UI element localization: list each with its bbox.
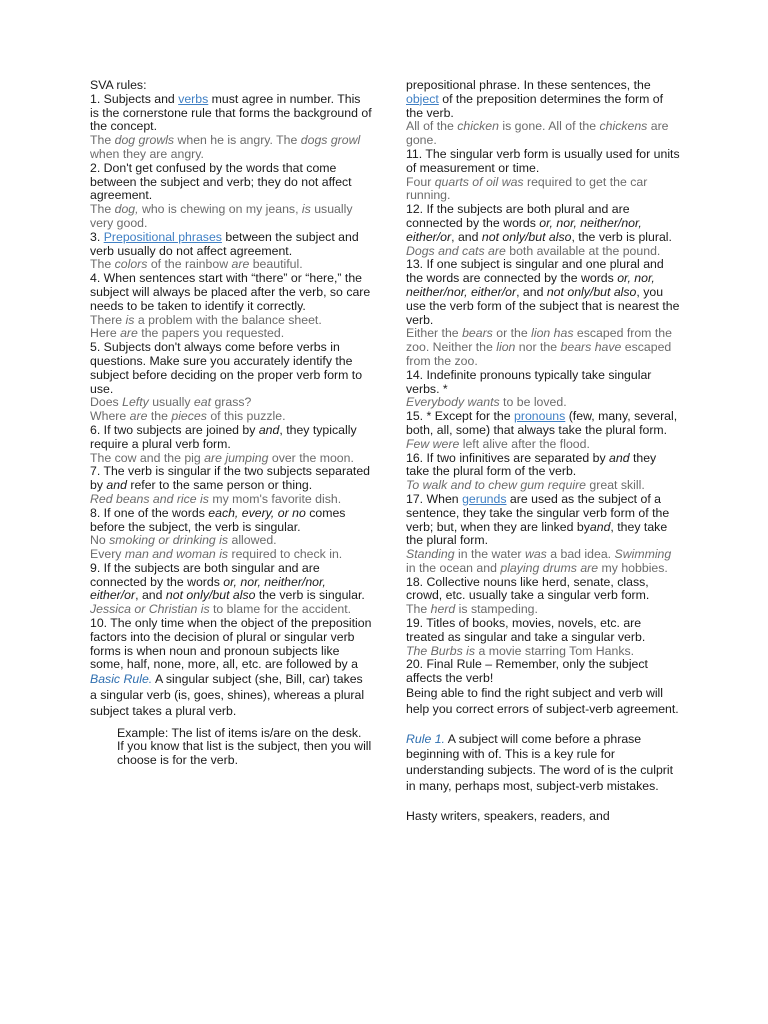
right-paragraph [406, 686, 680, 718]
emphasis-text: chickens [599, 119, 648, 134]
text-run: required to get the car running. [406, 174, 648, 203]
text-run: 19. Titles of books, movies, novels, etc. are treated as singular and take a singular verb. [406, 616, 646, 644]
text-run: , and [516, 284, 547, 299]
text-run: left alive after the flood. [459, 436, 590, 451]
right-paragraph [406, 203, 680, 244]
emphasis-text: are [129, 409, 148, 424]
text-run: All of the [406, 119, 458, 134]
text-run: 18. Collective nouns like herd, senate, class, crowd, etc. usually take a singular verb form. [406, 574, 650, 603]
right-paragraph [406, 576, 680, 604]
left-paragraph [90, 410, 372, 424]
text-run: in the ocean and [406, 560, 501, 575]
left-paragraph [90, 93, 372, 134]
glossary-link[interactable]: object [406, 91, 439, 106]
emphasis-text: are [231, 257, 250, 272]
emphasis-text: not only/but also [481, 229, 572, 244]
right-paragraph [406, 617, 680, 645]
text-run: a bad idea. [546, 547, 615, 562]
emphasis-text: dog growls [114, 133, 175, 148]
text-run: is stampeding. [455, 602, 538, 617]
text-run: Hasty writers, speakers, readers, and [406, 808, 610, 823]
left-paragraph [90, 272, 372, 313]
text-run: 2. Don't get confused by the words that come between the subject and verb; they do not affect agreement. [90, 160, 352, 203]
emphasis-text: and [589, 519, 611, 534]
text-run: of the preposition determines the form of the verb. [406, 91, 664, 120]
emphasis-text: chicken [457, 119, 499, 134]
left-paragraph [90, 672, 372, 719]
text-run: who is chewing on my jeans, [138, 202, 302, 217]
text-run: Every [90, 547, 125, 562]
text-run: The cow and the pig [90, 450, 205, 465]
emphasis-text: Dogs and cats are [406, 243, 506, 258]
text-run: allowed. [228, 533, 277, 548]
text-run: comes before the subject, the verb is singular. [90, 505, 346, 534]
left-column [90, 79, 372, 768]
left-paragraph [90, 507, 372, 535]
right-paragraph [406, 410, 680, 438]
text-run: 17. When [406, 491, 463, 506]
text-run: The [406, 602, 431, 617]
right-paragraph [406, 438, 680, 452]
text-run: usually [148, 395, 194, 410]
text-run: A singular subject (she, Bill, car) takes a singular verb (is, goes, shines), whereas a plural subject takes a plural verb. [90, 672, 365, 718]
rule-label: Rule 1. [406, 731, 445, 746]
text-run: must agree in number. This is the cornerstone rule that forms the background of the concept. [90, 91, 372, 134]
text-run: 10. The only time when the object of the preposition factors into the decision of plural or singular verb forms is when noun and pronoun subjects like some, half, none, more, all, etc. are followed by a [90, 616, 372, 672]
right-paragraph [406, 645, 680, 659]
right-paragraph [406, 79, 680, 120]
right-paragraph [406, 479, 680, 493]
text-run: (few, many, several, both, all, some) that always take the plural form. [406, 409, 678, 437]
emphasis-text: man and woman is [124, 547, 229, 562]
text-run: Either the [406, 326, 463, 341]
left-paragraph [90, 727, 372, 741]
text-run: 12. If the subjects are both plural and are connected by the words [406, 202, 630, 230]
right-paragraph [406, 258, 680, 327]
glossary-link[interactable]: Prepositional phrases [103, 229, 222, 244]
emphasis-text: bears [462, 326, 493, 341]
emphasis-text: eat [193, 395, 212, 410]
emphasis-text: To walk and to chew gum require [406, 478, 586, 493]
left-paragraph [90, 603, 372, 617]
emphasis-text: dogs growl [300, 133, 361, 148]
emphasis-text: are [120, 326, 138, 341]
left-paragraph [90, 617, 372, 672]
text-run: is gone. All of the [498, 119, 600, 134]
left-paragraph [90, 231, 372, 259]
text-run: refer to the same person or thing. [126, 478, 313, 493]
right-paragraph [406, 396, 680, 410]
right-paragraph [406, 120, 680, 148]
emphasis-text: Jessica or Christian is [90, 602, 210, 617]
text-run: over the moon. [268, 450, 354, 465]
left-paragraph [90, 396, 372, 410]
text-run: of this puzzle. [206, 409, 286, 424]
right-paragraph [406, 176, 680, 204]
emphasis-text: and [258, 422, 280, 437]
right-paragraph [406, 327, 680, 368]
left-paragraph [90, 534, 372, 548]
emphasis-text: lion has [531, 326, 574, 341]
text-run: a movie starring Tom Hanks. [475, 643, 635, 658]
emphasis-text: or, nor, neither/nor, either/or [90, 574, 326, 603]
text-run: There [90, 312, 126, 327]
right-paragraph [406, 809, 680, 825]
text-run: Here [90, 326, 121, 341]
text-run: when he is angry. The [174, 133, 301, 148]
text-run: to be loved. [499, 395, 567, 410]
emphasis-text: pieces [171, 409, 207, 424]
text-run: the papers you requested. [137, 326, 285, 341]
text-run: escaped from the zoo. Neither the [406, 326, 672, 355]
text-run: are used as the subject of a sentence, they take the singular verb form of the verb; but, when they are linked by [406, 491, 670, 534]
emphasis-text: bears have [560, 340, 622, 355]
text-run: 11. The singular verb form is usually used for units of measurement or time. [406, 146, 680, 175]
right-paragraph [406, 493, 680, 548]
text-run: , and [135, 588, 166, 603]
glossary-link[interactable]: verbs [178, 91, 209, 106]
text-run: 13. If one subject is singular and one plural and the words are connected by the words [406, 257, 664, 286]
emphasis-text: smoking or drinking is [109, 533, 229, 548]
text-run: , they typically require a plural verb form. [90, 422, 357, 451]
text-run: in the water [454, 547, 525, 562]
text-run: 4. When sentences start with “there” or “here,” the subject will always be placed after the verb, so care needs to be taken to identify it correctly. [90, 271, 371, 313]
left-paragraph [90, 548, 372, 562]
text-run: prepositional phrase. In these sentences, the [406, 78, 651, 92]
right-paragraph [406, 369, 680, 397]
emphasis-text: quarts of oil was [434, 174, 524, 189]
emphasis-text: is [301, 202, 311, 217]
text-run: or the [492, 326, 532, 341]
emphasis-text: playing drums are [500, 560, 599, 575]
glossary-link[interactable]: gerunds [462, 491, 507, 506]
text-run: Where [90, 409, 130, 424]
emphasis-text: Red beans and rice is [90, 491, 209, 506]
text-run: great skill. [586, 478, 645, 493]
text-run: If you know that list is the subject, then you will choose is for the verb. [117, 739, 372, 768]
text-run: of the rainbow [147, 257, 232, 272]
text-run: A subject will come before a phrase beginning with of. This is a key rule for understanding subjects. The word of is the culprit in many, perhaps most, subject-verb mistakes. [406, 731, 674, 794]
text-run: 15. * Except for the [406, 409, 515, 424]
text-run: required to check in. [228, 547, 343, 562]
emphasis-text: Everybody wants [406, 395, 500, 410]
left-paragraph [90, 465, 372, 493]
right-paragraph [406, 148, 680, 176]
text-run: my hobbies. [598, 560, 668, 575]
emphasis-text: herd [430, 602, 456, 617]
left-paragraph [90, 562, 372, 603]
emphasis-text: Standing [406, 547, 455, 562]
text-run: , the verb is plural. [571, 229, 672, 244]
text-run: they take the plural form of the verb. [406, 450, 657, 479]
text-run: usually very good. [90, 202, 353, 230]
text-run: 20. Final Rule – Remember, only the subject affects the verb! [406, 657, 648, 686]
rule-label: Basic Rule. [90, 672, 153, 687]
text-run: when they are angry. [90, 146, 204, 161]
text-run: both available at the pound. [505, 243, 661, 258]
text-run: my mom's favorite dish. [208, 491, 342, 506]
text-run: between the subject and verb usually do not affect agreement. [90, 229, 359, 258]
emphasis-text: not only/but also [546, 284, 637, 299]
emphasis-text: Swimming [614, 547, 672, 562]
right-column [406, 79, 680, 825]
left-paragraph [90, 341, 372, 396]
emphasis-text: and [106, 478, 127, 493]
text-run: 3. [90, 229, 104, 244]
text-run: , you use the verb form of the subject that is nearest the verb. [406, 284, 680, 327]
emphasis-text: colors [114, 257, 148, 272]
emphasis-text: or, nor, neither/nor, either/or [406, 215, 642, 244]
right-paragraph [406, 452, 680, 480]
text-run: 1. Subjects and [90, 91, 179, 106]
text-run: escaped from the zoo. [406, 340, 672, 368]
text-run: 16. If two infinitives are separated by [406, 450, 610, 465]
text-run: the verb is singular. [255, 588, 365, 603]
emphasis-text: or, nor, neither/nor, either/or [406, 271, 655, 299]
right-paragraph [406, 658, 680, 686]
text-run: , and [451, 229, 482, 244]
emphasis-text: lion [496, 340, 516, 355]
emphasis-text: each, every, or no [208, 505, 306, 520]
text-run: 7. The verb is singular if the two subjects separated by [90, 464, 371, 493]
emphasis-text: Few were [406, 436, 460, 451]
right-paragraph [406, 732, 680, 795]
text-run: Being able to find the right subject and verb will help you correct errors of subject-verb agreement. [406, 686, 679, 716]
right-paragraph [406, 548, 680, 576]
emphasis-text: are jumping [204, 450, 269, 465]
text-run: 14. Indefinite pronouns typically take singular verbs. * [406, 367, 652, 396]
text-run: a problem with the balance sheet. [134, 312, 322, 327]
text-run: to blame for the accident. [209, 602, 352, 617]
left-paragraph [90, 424, 372, 452]
text-run: SVA rules: [90, 78, 147, 92]
text-run: Four [406, 174, 435, 189]
text-run: beautiful. [249, 257, 303, 272]
emphasis-text: The Burbs is [406, 643, 476, 658]
left-paragraph [90, 203, 372, 231]
text-run: , they take the plural form. [406, 519, 668, 548]
text-run: The [90, 133, 115, 148]
emphasis-text: not only/but also [165, 588, 256, 603]
text-run: 9. If the subjects are both singular and are connected by the words [90, 560, 320, 589]
emphasis-text: dog, [114, 202, 139, 217]
text-run: The [90, 257, 115, 272]
right-paragraph [406, 603, 680, 617]
left-paragraph [90, 314, 372, 328]
emphasis-text: Lefty [122, 395, 149, 410]
left-paragraph [90, 134, 372, 162]
text-run: Does [90, 395, 123, 410]
text-run: are gone. [406, 119, 669, 148]
text-run: No [90, 533, 110, 548]
text-run: 5. Subjects don't always come before verbs in questions. Make sure you accurately identify the subject before deciding on the proper verb form to use. [90, 340, 363, 396]
left-paragraph [90, 740, 372, 768]
text-run: nor the [515, 340, 561, 355]
emphasis-text: and [609, 450, 630, 465]
emphasis-text: was [524, 547, 547, 562]
right-paragraph [406, 245, 680, 259]
text-run: the [147, 409, 172, 424]
emphasis-text: is [125, 312, 135, 327]
left-paragraph [90, 79, 372, 93]
left-paragraph [90, 452, 372, 466]
text-run: grass? [211, 395, 252, 410]
text-run: 6. If two subjects are joined by [90, 422, 259, 437]
left-paragraph [90, 493, 372, 507]
text-run: Example: The list of items is/are on the desk. [117, 725, 362, 740]
text-run: The [90, 202, 115, 217]
left-paragraph [90, 327, 372, 341]
left-paragraph [90, 258, 372, 272]
left-paragraph [90, 162, 372, 203]
text-run: 8. If one of the words [90, 505, 209, 520]
glossary-link[interactable]: pronouns [514, 409, 566, 424]
